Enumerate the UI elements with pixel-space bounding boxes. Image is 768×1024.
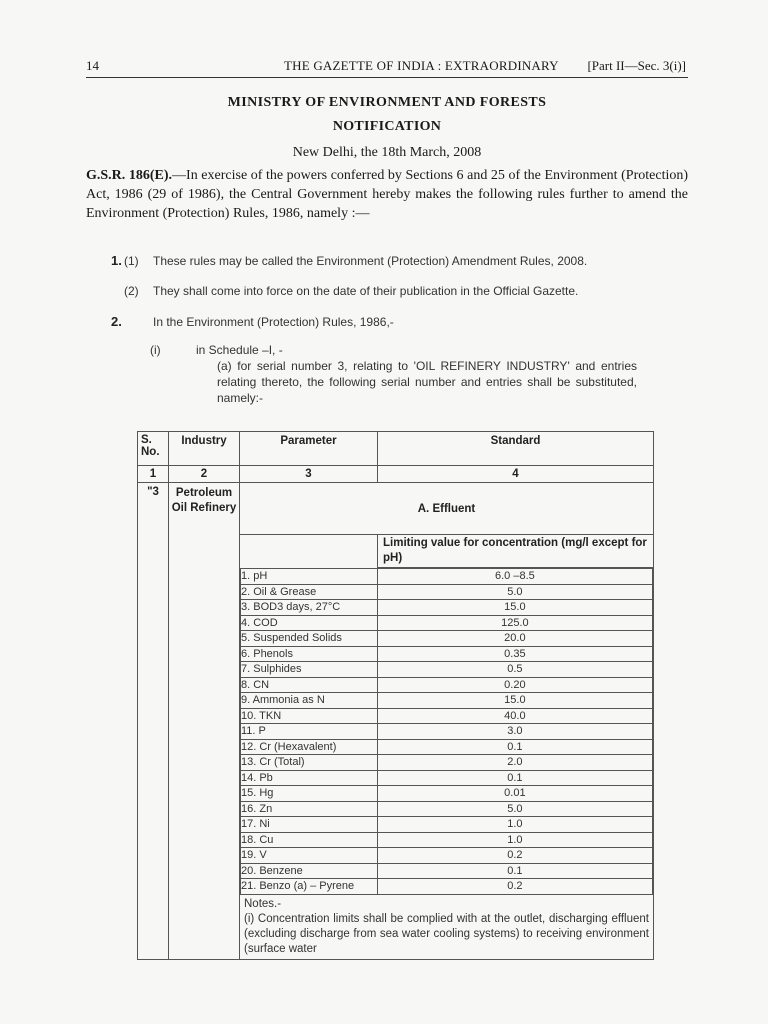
page-number: 14: [86, 58, 99, 73]
parameter-name: 2. Oil & Grease: [241, 584, 378, 600]
parameter-name: 5. Suspended Solids: [241, 631, 378, 647]
rule-1-1-text: These rules may be called the Environment (Protection) Amendment Rules, 2008.: [153, 254, 588, 268]
parameter-value: 15.0: [377, 693, 652, 709]
col-number-4: 4: [378, 466, 654, 483]
table-row: [241, 724, 653, 740]
effluent-section-title: A. Effluent: [240, 483, 654, 535]
table-row: [241, 646, 653, 662]
rule-2-text: In the Environment (Protection) Rules, 1986,-: [153, 315, 394, 329]
parameter-name: 4. COD: [241, 615, 378, 631]
effluent-standards-table: [137, 431, 654, 960]
parameter-value: 0.1: [377, 770, 652, 786]
notes-title: Notes.-: [244, 897, 282, 910]
parameter-name: 21. Benzo (a) – Pyrene: [241, 879, 378, 895]
parameter-value: 0.2: [377, 879, 652, 895]
parameter-name: 9. Ammonia as N: [241, 693, 378, 709]
parameter-name: 13. Cr (Total): [241, 755, 378, 771]
parameter-name: 10. TKN: [241, 708, 378, 724]
table-row: [241, 615, 653, 631]
header-sno: S. No.: [138, 432, 169, 466]
header-standard: Standard: [378, 432, 654, 466]
table-row: [241, 786, 653, 802]
rule-1-2-number: (2): [124, 284, 139, 298]
ministry-heading: MINISTRY OF ENVIRONMENT AND FORESTS: [227, 95, 547, 110]
parameter-value: 0.2: [377, 848, 652, 864]
table-row: [241, 600, 653, 616]
notification-heading: NOTIFICATION: [332, 119, 442, 134]
limit-heading: Limiting value for concentration (mg/l except for pH): [378, 535, 654, 568]
parameter-value: 3.0: [377, 724, 652, 740]
parameter-value: 40.0: [377, 708, 652, 724]
rule-1-2-text: They shall come into force on the date of their publication in the Official Gazette.: [153, 284, 579, 298]
parameter-value: 0.35: [377, 646, 652, 662]
table-row: [241, 708, 653, 724]
table-row: [241, 569, 653, 585]
parameter-value: 5.0: [377, 801, 652, 817]
table-row: [241, 677, 653, 693]
rule-1-1-number: (1): [124, 254, 139, 268]
parameter-value: 0.01: [377, 786, 652, 802]
parameter-name: 17. Ni: [241, 817, 378, 833]
parameter-value: 125.0: [377, 615, 652, 631]
parameter-name: 19. V: [241, 848, 378, 864]
table-row: [241, 848, 653, 864]
rule-2-i-number: (i): [150, 343, 161, 357]
col-number-3: 3: [240, 466, 378, 483]
table-row: [241, 879, 653, 895]
parameter-value: 0.5: [377, 662, 652, 678]
table-row: [241, 693, 653, 709]
parameter-name: 15. Hg: [241, 786, 378, 802]
gazette-title: THE GAZETTE OF INDIA : EXTRAORDINARY: [284, 58, 559, 73]
header-rule: [86, 77, 688, 78]
parameter-name: 6. Phenols: [241, 646, 378, 662]
table-row: [241, 863, 653, 879]
header-parameter: Parameter: [240, 432, 378, 466]
parameter-value: 1.0: [377, 817, 652, 833]
table-row: [241, 631, 653, 647]
gazette-part: [Part II—Sec. 3(i)]: [587, 58, 686, 73]
table-row: [241, 817, 653, 833]
parameter-name: 8. CN: [241, 677, 378, 693]
parameter-name: 16. Zn: [241, 801, 378, 817]
table-row: [241, 584, 653, 600]
table-row: [241, 770, 653, 786]
rule-1-number: 1.: [111, 253, 122, 268]
table-row: [241, 739, 653, 755]
limit-heading-spacer: [240, 535, 378, 568]
parameter-value: 0.20: [377, 677, 652, 693]
parameter-values-table: [240, 568, 653, 895]
rule-2-number: 2.: [111, 314, 122, 329]
date-line: New Delhi, the 18th March, 2008: [292, 145, 482, 160]
table-row: [241, 755, 653, 771]
parameter-value: 1.0: [377, 832, 652, 848]
parameter-value: 0.1: [377, 863, 652, 879]
col-number-1: 1: [138, 466, 169, 483]
table-row: [241, 801, 653, 817]
parameter-name: 7. Sulphides: [241, 662, 378, 678]
parameter-name: 18. Cu: [241, 832, 378, 848]
parameter-value: 15.0: [377, 600, 652, 616]
parameter-name: 20. Benzene: [241, 863, 378, 879]
industry-name: Petroleum Oil Refinery: [169, 483, 240, 960]
rule-2-i-text: in Schedule –I, -: [196, 343, 283, 357]
parameter-name: 11. P: [241, 724, 378, 740]
gsr-text: —In exercise of the powers conferred by Sections 6 and 25 of the Environment (Protection) Act, 1986 (29 of 1986), the Central Government hereby makes the following rules further to amend the Environment (Protection) Rules, 1986, namely :—: [86, 168, 689, 221]
rule-2-a-text: (a) for serial number 3, relating to 'OIL REFINERY INDUSTRY' and entries relating thereto, the following serial number and entries shall be substituted, namely:-: [217, 359, 637, 405]
table-row: [241, 832, 653, 848]
parameter-value: 2.0: [377, 755, 652, 771]
parameter-value: 0.1: [377, 739, 652, 755]
notes-text: (i) Concentration limits shall be complied with at the outlet, discharging effluent (excluding discharge from sea water cooling systems) to receiving environment (surface water: [244, 912, 649, 955]
row-serial-number: "3: [138, 483, 169, 960]
gsr-paragraph: [86, 166, 688, 223]
parameter-value: 5.0: [377, 584, 652, 600]
table-header-row: [138, 432, 654, 466]
parameter-name: 12. Cr (Hexavalent): [241, 739, 378, 755]
parameter-name: 1. pH: [241, 569, 378, 585]
page-header: [86, 58, 686, 78]
table-row: [241, 662, 653, 678]
column-number-row: [138, 466, 654, 483]
gsr-number: G.S.R. 186(E).: [86, 168, 173, 183]
parameter-name: 14. Pb: [241, 770, 378, 786]
effluent-title-row: [138, 483, 654, 535]
header-industry: Industry: [169, 432, 240, 466]
parameter-name: 3. BOD3 days, 27°C: [241, 600, 378, 616]
parameter-value: 20.0: [377, 631, 652, 647]
parameters-cell: [240, 568, 654, 960]
col-number-2: 2: [169, 466, 240, 483]
notes-block: [240, 895, 653, 959]
parameter-value: 6.0 –8.5: [377, 569, 652, 585]
